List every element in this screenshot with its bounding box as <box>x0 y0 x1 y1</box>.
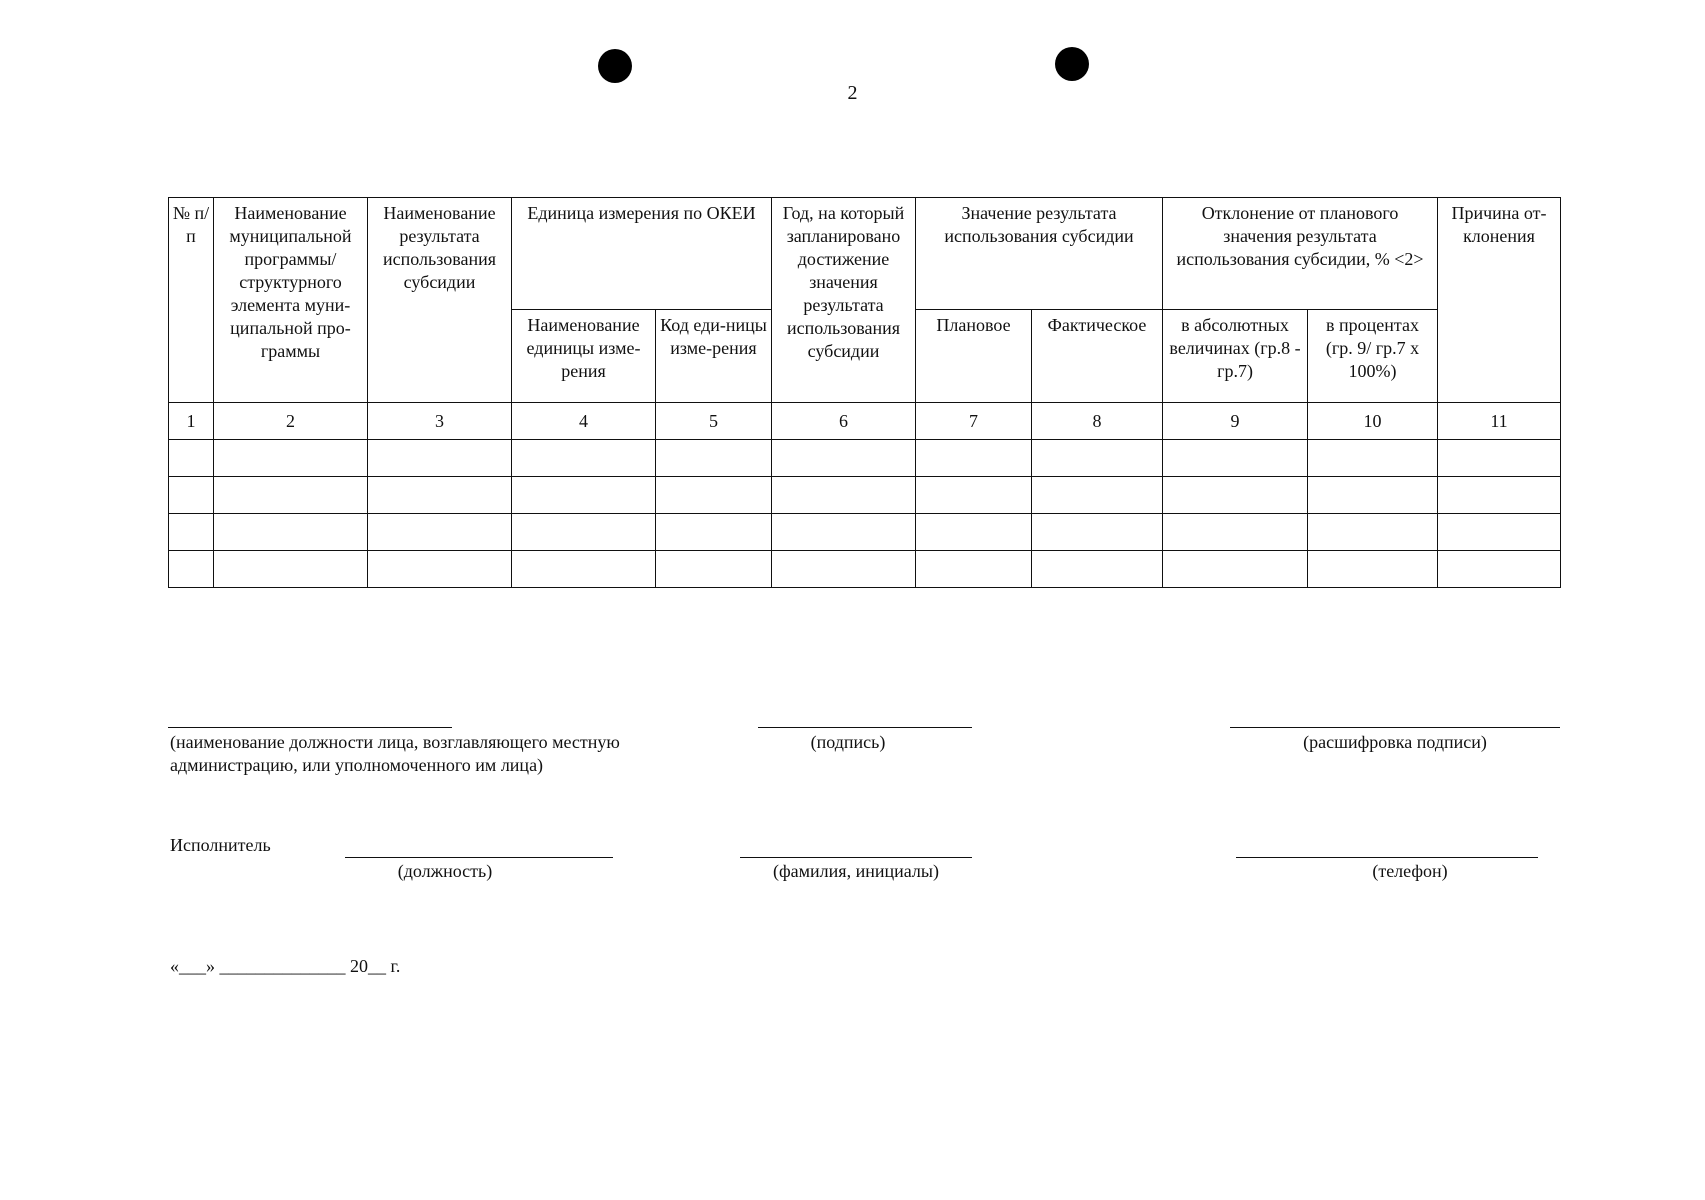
table-cell[interactable] <box>169 477 214 514</box>
table-cell[interactable] <box>1308 440 1438 477</box>
table-body <box>169 440 1561 588</box>
col-number: 2 <box>214 403 368 440</box>
table-cell[interactable] <box>214 514 368 551</box>
punch-hole-right <box>1055 47 1089 81</box>
decoding-caption: (расшифровка подписи) <box>1303 732 1487 752</box>
signature-caption: (подпись) <box>810 732 886 752</box>
table-cell[interactable] <box>772 440 916 477</box>
table-row <box>169 514 1561 551</box>
page-number: 2 <box>847 82 858 104</box>
table-cell[interactable] <box>1032 440 1163 477</box>
table-cell[interactable] <box>169 440 214 477</box>
table-cell[interactable] <box>916 514 1032 551</box>
col-number: 9 <box>1163 403 1308 440</box>
header-absolute: в абсолютных величинах (гр.8 - гр.7) <box>1163 310 1308 403</box>
table-cell[interactable] <box>1163 477 1308 514</box>
col-number: 3 <box>368 403 512 440</box>
header-year: Год, на который запланировано достижение значения результата использования субсидии <box>772 198 916 403</box>
header-percent: в процентах (гр. 9/ гр.7 х 100%) <box>1308 310 1438 403</box>
table-cell[interactable] <box>916 440 1032 477</box>
table-cell[interactable] <box>1032 551 1163 588</box>
table-cell[interactable] <box>512 440 656 477</box>
table-cell[interactable] <box>772 514 916 551</box>
executor-phone-line[interactable] <box>1236 857 1538 858</box>
table-cell[interactable] <box>169 514 214 551</box>
table-row <box>169 551 1561 588</box>
header-result: Наименование результата использования субсидии <box>368 198 512 403</box>
header-planned: Плановое <box>916 310 1032 403</box>
table-cell[interactable] <box>512 514 656 551</box>
table-cell[interactable] <box>1308 477 1438 514</box>
table-cell[interactable] <box>1163 440 1308 477</box>
col-number: 10 <box>1308 403 1438 440</box>
signature-line-signature[interactable] <box>758 727 972 728</box>
executor-position-line[interactable] <box>345 857 613 858</box>
table-cell[interactable] <box>1438 514 1561 551</box>
table-cell[interactable] <box>1438 551 1561 588</box>
table-row <box>169 477 1561 514</box>
table-cell[interactable] <box>1308 551 1438 588</box>
punch-hole-left <box>598 49 632 83</box>
table-cell[interactable] <box>214 551 368 588</box>
executor-phone-caption: (телефон) <box>1372 861 1448 881</box>
executor-position-caption: (должность) <box>397 861 493 881</box>
table-cell[interactable] <box>916 477 1032 514</box>
table-cell[interactable] <box>772 551 916 588</box>
table-cell[interactable] <box>656 551 772 588</box>
table-cell[interactable] <box>656 440 772 477</box>
table-cell[interactable] <box>214 440 368 477</box>
header-num: № п/п <box>169 198 214 403</box>
results-table <box>168 197 1561 588</box>
table-cell[interactable] <box>1032 477 1163 514</box>
table-cell[interactable] <box>512 551 656 588</box>
col-number: 6 <box>772 403 916 440</box>
col-number: 4 <box>512 403 656 440</box>
table-cell[interactable] <box>1032 514 1163 551</box>
header-value: Значение результата использования субсидии <box>916 198 1163 310</box>
col-number: 7 <box>916 403 1032 440</box>
table-cell[interactable] <box>368 477 512 514</box>
table-cell[interactable] <box>1163 551 1308 588</box>
table-cell[interactable] <box>1163 514 1308 551</box>
column-number-row <box>169 403 1561 440</box>
header-okei-code: Код еди-ницы изме-рения <box>656 310 772 403</box>
signature-line-decoding[interactable] <box>1230 727 1560 728</box>
table-cell[interactable] <box>1438 440 1561 477</box>
col-number: 8 <box>1032 403 1163 440</box>
table-cell[interactable] <box>772 477 916 514</box>
table-cell[interactable] <box>368 514 512 551</box>
date-line[interactable]: «___» ______________ 20__ г. <box>170 956 401 976</box>
header-okei-name: Наименование единицы изме-рения <box>512 310 656 403</box>
table-cell[interactable] <box>1308 514 1438 551</box>
table-cell[interactable] <box>368 440 512 477</box>
header-deviation: Отклонение от планового значения результата использования субсидии, % <2> <box>1163 198 1438 310</box>
header-program: Наименование муниципальной программы/ структурного элемента муни-ципальной про-граммы <box>214 198 368 403</box>
table-row <box>169 440 1561 477</box>
col-number: 1 <box>169 403 214 440</box>
table-cell[interactable] <box>656 514 772 551</box>
table-cell[interactable] <box>368 551 512 588</box>
table-cell[interactable] <box>1438 477 1561 514</box>
table-cell[interactable] <box>214 477 368 514</box>
col-number: 11 <box>1438 403 1561 440</box>
signature-line-position[interactable] <box>168 727 452 728</box>
table-cell[interactable] <box>916 551 1032 588</box>
col-number: 5 <box>656 403 772 440</box>
executor-label: Исполнитель <box>170 835 271 855</box>
position-caption: (наименование должности лица, возглавляющего местную администрацию, или уполномоченного им лица) <box>170 732 620 775</box>
executor-name-line[interactable] <box>740 857 972 858</box>
header-okei: Единица измерения по ОКЕИ <box>512 198 772 310</box>
table-cell[interactable] <box>169 551 214 588</box>
header-actual: Фактическое <box>1032 310 1163 403</box>
table-cell[interactable] <box>656 477 772 514</box>
executor-name-caption: (фамилия, инициалы) <box>773 861 939 881</box>
header-reason: Причина от-клонения <box>1438 198 1561 403</box>
table-cell[interactable] <box>512 477 656 514</box>
